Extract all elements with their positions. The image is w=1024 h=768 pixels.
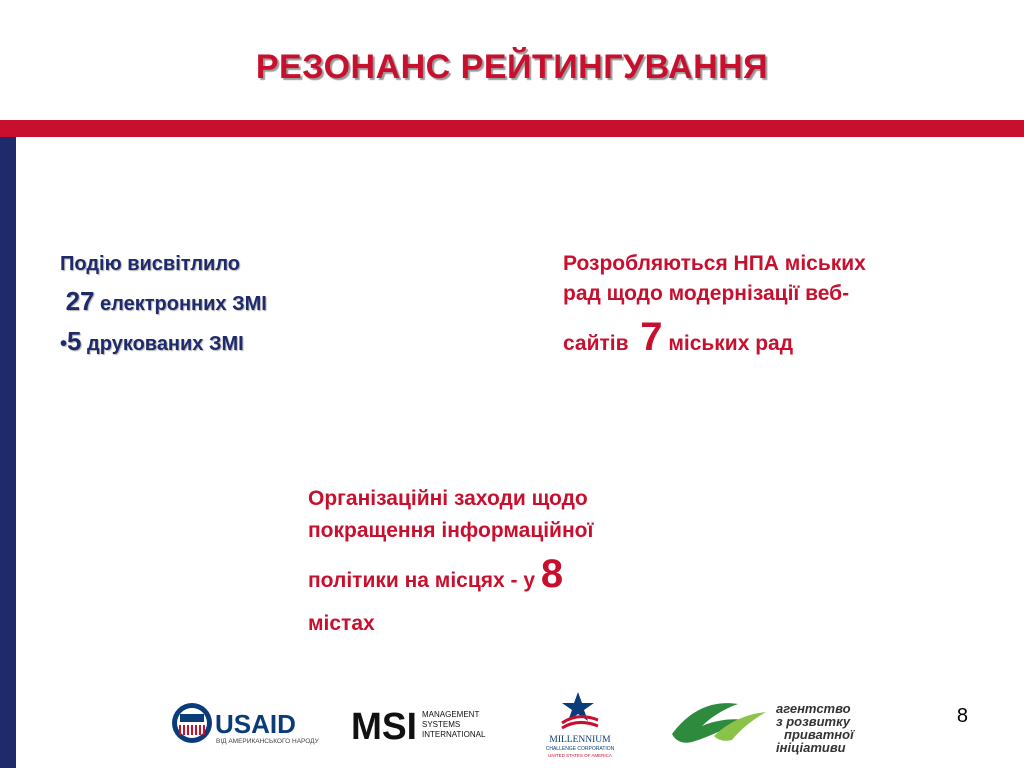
msi-line-3: INTERNATIONAL xyxy=(422,730,486,739)
measures-line-2: покращення інформаційної xyxy=(308,519,594,542)
regulatory-line-3-pre: сайтів xyxy=(563,332,629,355)
agency-line-2: з розвитку xyxy=(776,714,851,729)
msi-line-2: SYSTEMS xyxy=(422,720,461,729)
regulatory-line-3-post: міських рад xyxy=(668,332,794,355)
agency-line-1: агентство xyxy=(776,701,851,716)
regulatory-line-3 xyxy=(563,309,983,372)
left-accent-bar xyxy=(0,137,16,768)
electronic-media-line xyxy=(60,281,267,321)
city-councils-count: 7 xyxy=(640,315,663,359)
media-coverage-block xyxy=(60,248,267,361)
regulatory-line-2: рад щодо модернізації веб- xyxy=(563,282,850,305)
measures-line-3-pre: політики на місцях - у xyxy=(308,569,536,592)
msi-logo xyxy=(351,706,486,748)
page-number: 8 xyxy=(956,705,968,727)
mcc-logo xyxy=(546,692,615,758)
regulatory-line-1: Розробляються НПА міських xyxy=(563,252,866,275)
partner-logos xyxy=(0,690,1024,760)
print-media-line xyxy=(60,321,267,361)
usaid-logo xyxy=(172,703,320,745)
mcc-line-2: CHALLENGE CORPORATION xyxy=(545,746,615,752)
measures-line-4: містах xyxy=(308,612,375,635)
measures-line-1: Організаційні заходи щодо xyxy=(308,487,588,510)
slide-title: РЕЗОНАНС РЕЙТИНГУВАННЯ xyxy=(255,48,769,86)
print-media-label: друкованих ЗМІ xyxy=(87,333,244,355)
msi-line-1: MANAGEMENT xyxy=(422,710,480,719)
organizational-measures-block xyxy=(308,483,728,640)
electronic-media-count: 27 xyxy=(65,286,95,316)
cities-count: 8 xyxy=(540,552,564,596)
msi-wordmark: MSI xyxy=(351,706,417,748)
bullet: • xyxy=(60,333,68,355)
mcc-wordmark: MILLENNIUM xyxy=(549,735,611,745)
regulatory-acts-block xyxy=(563,249,983,372)
measures-line-3 xyxy=(308,547,728,608)
mcc-line-3: UNITED STATES OF AMERICA xyxy=(548,753,612,758)
coverage-heading: Подію висвітлило xyxy=(60,253,240,275)
electronic-media-label: електронних ЗМІ xyxy=(100,293,267,315)
header-accent-bar xyxy=(0,120,1024,137)
agency-line-4: ініціативи xyxy=(776,740,846,755)
print-media-count: 5 xyxy=(67,326,82,356)
agency-line-3: приватної xyxy=(784,727,854,742)
usaid-tagline: ВІД АМЕРИКАНСЬКОГО НАРОДУ xyxy=(216,738,319,745)
usaid-wordmark: USAID xyxy=(215,709,296,739)
agency-logo xyxy=(672,701,855,755)
